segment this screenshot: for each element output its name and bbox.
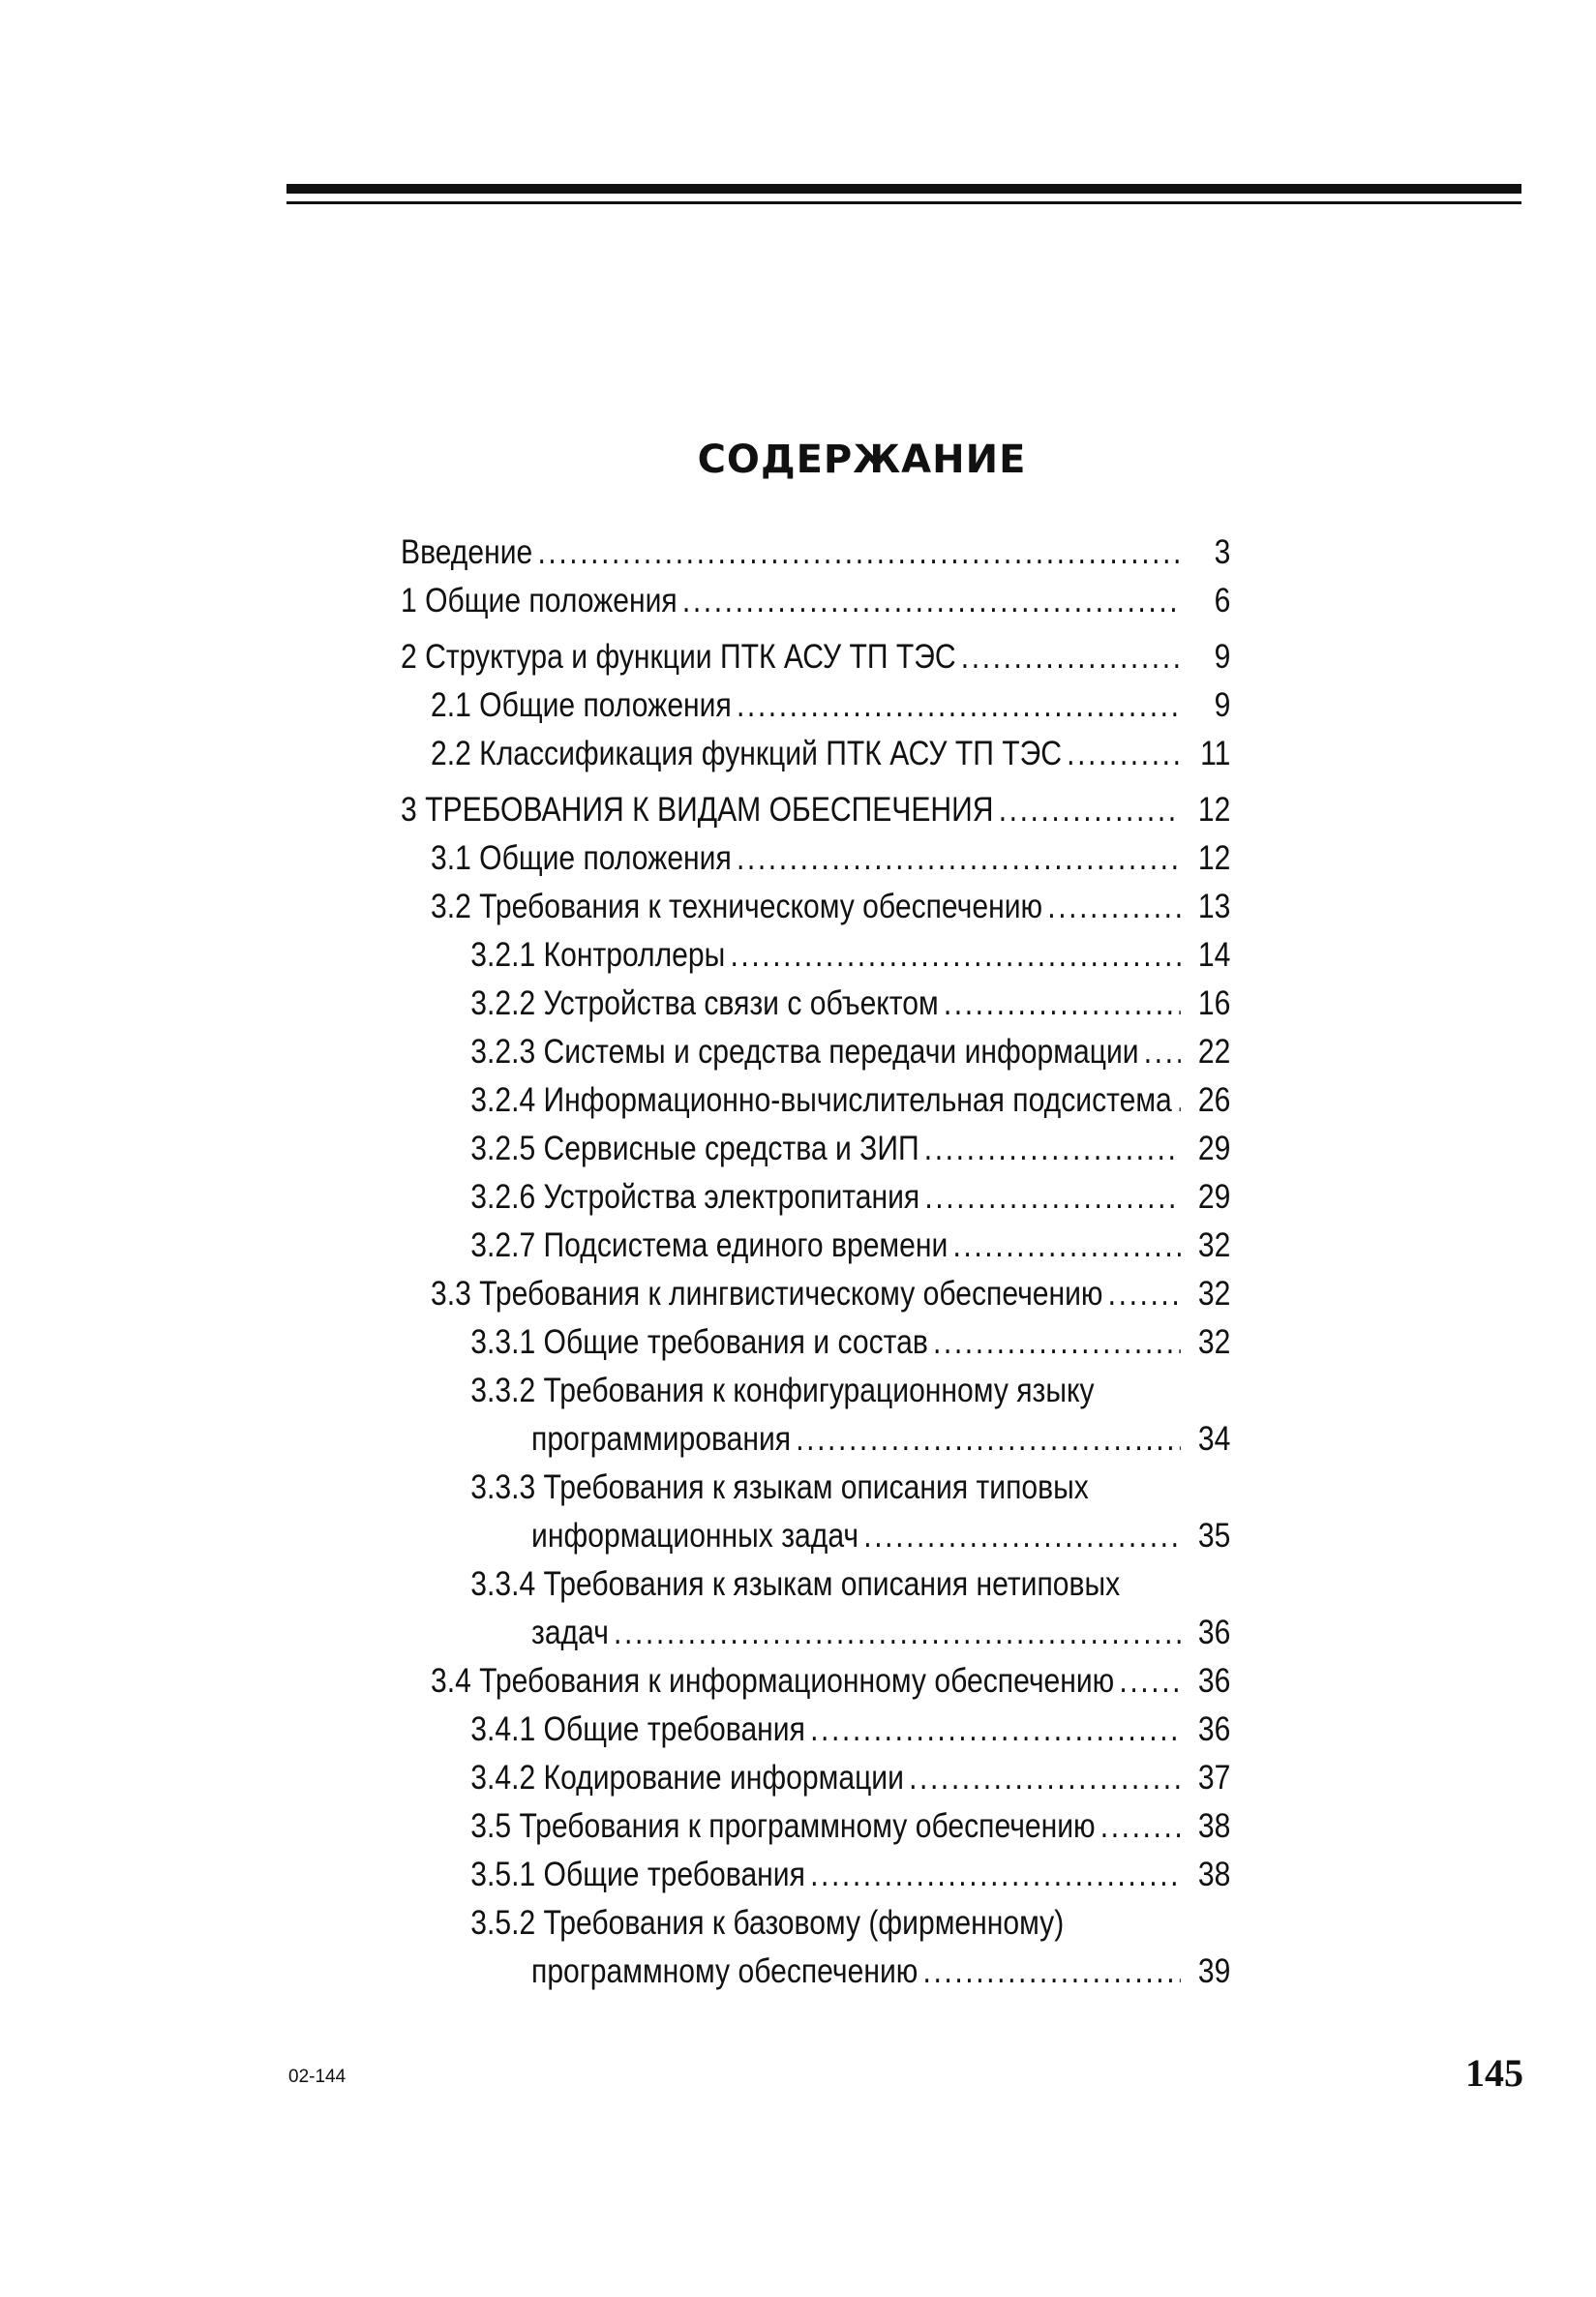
toc-entry-section-3-2-5[interactable] [401,1125,1230,1173]
dot-leader [682,577,1181,625]
toc-entry-label: 3.2.6 Устройства электропитания [470,1178,920,1216]
toc-entry-page: 37 [1197,1759,1231,1797]
toc-entry-page: 26 [1197,1081,1231,1119]
dot-leader [909,1754,1181,1802]
toc-block-intro [401,529,1230,625]
toc-block-section-2 [401,633,1230,778]
toc-entry-section-3-1[interactable] [401,834,1230,883]
toc-entry-general-provisions[interactable] [401,577,1230,625]
dot-leader [537,529,1180,577]
toc-entry-section-2-2[interactable] [401,730,1230,778]
toc-entry-label: 1 Общие положения [401,582,678,620]
toc-entry-section-3-3-3-heading[interactable]: 3.3.3 Требования к языкам описания типовых [470,1468,1089,1506]
toc-entry-page: 32 [1197,1275,1231,1313]
toc-entry-page: 35 [1197,1517,1231,1555]
toc-entry-page: 22 [1197,1033,1231,1071]
dot-leader [1144,1028,1181,1076]
toc-entry-section-3-2-1[interactable] [401,931,1230,980]
toc-entry-section-3-3-2[interactable] [401,1415,1230,1464]
dot-leader [944,980,1181,1028]
toc-entry-page: 3 [1214,533,1231,571]
toc-entry-section-3-5[interactable] [401,1802,1230,1851]
toc-entry-label: 3.5 Требования к программному обеспечению [470,1807,1096,1845]
toc-entry-section-3-3-1[interactable] [401,1318,1230,1367]
toc-entry-label: программному обеспечению [531,1952,918,1990]
dot-leader [999,786,1181,834]
toc-entry-section-3-4-1[interactable] [401,1706,1230,1754]
toc-entry-section-3[interactable] [401,786,1230,834]
toc-entry-label: 3.2.7 Подсистема единого времени [470,1226,949,1264]
dot-leader [1177,1076,1181,1125]
dot-leader [810,1706,1181,1754]
dot-leader [924,1125,1181,1173]
toc-entry-label: 3.3.1 Общие требования и состав [470,1323,928,1361]
toc-entry-label: 2 Структура и функции ПТК АСУ ТП ТЭС [401,638,956,676]
toc-entry-section-3-5-2-heading[interactable]: 3.5.2 Требования к базовому (фирменному) [470,1904,1065,1942]
toc-entry-label: 3.3 Требования к лингвистическому обеспечению [430,1275,1103,1313]
toc-entry-label: 3.4 Требования к информационному обеспечению [430,1662,1115,1700]
toc-entry-label: 3.4.2 Кодирование информации [470,1759,904,1797]
toc-entry-section-3-2-6[interactable] [401,1173,1230,1222]
toc-entry-section-3-4-2[interactable] [401,1754,1230,1802]
dot-leader [1119,1657,1180,1706]
toc-entry-label: программирования [531,1420,792,1458]
toc-entry-section-2-1[interactable] [401,681,1230,730]
dot-leader [737,834,1181,883]
toc-entry-label: 3.4.1 Общие требования [470,1710,805,1748]
toc-entry-introduction[interactable] [401,529,1230,577]
dot-leader [1047,883,1181,931]
toc-entry-page: 12 [1197,839,1231,877]
toc-entry-label: 2.2 Классификация функций ПТК АСУ ТП ТЭС [430,735,1062,772]
toc-entry-label: 3.2.5 Сервисные средства и ЗИП [470,1130,919,1167]
dot-leader [730,931,1180,980]
dot-leader [796,1415,1181,1464]
toc-entry-section-3-3-4[interactable] [401,1609,1230,1657]
toc-entry-label: 3.2 Требования к техническому обеспечению [430,888,1043,925]
toc-entry-label: информационных задач [531,1517,859,1555]
toc-entry-page: 32 [1197,1226,1231,1264]
toc-entry-section-3-2-3[interactable] [401,1028,1230,1076]
dot-leader [863,1512,1181,1560]
toc-entry-page: 11 [1200,735,1231,772]
toc-entry-page: 9 [1214,686,1231,724]
dot-leader [923,1948,1181,1996]
dot-leader [1100,1802,1181,1851]
toc-entry-page: 16 [1197,984,1231,1022]
toc-entry-section-3-2-7[interactable] [401,1222,1230,1270]
toc-entry-label: 3.2.2 Устройства связи с объектом [470,984,939,1022]
toc-entry-page: 38 [1197,1856,1231,1893]
page-number: 145 [1465,2051,1523,2095]
toc-entry-section-3-5-1[interactable] [401,1851,1230,1899]
toc-entry-page: 38 [1197,1807,1231,1845]
dot-leader [961,633,1181,681]
toc-entry-page: 9 [1214,638,1231,676]
toc-entry-page: 29 [1197,1130,1231,1167]
table-of-contents [401,529,1230,2004]
dot-leader [952,1222,1180,1270]
toc-entry-label: 3.2.1 Контроллеры [470,936,726,974]
toc-entry-label: 3.1 Общие положения [430,839,732,877]
dot-leader [924,1173,1180,1222]
dot-leader [810,1851,1181,1899]
toc-entry-page: 13 [1197,888,1231,925]
dot-leader [1067,730,1181,778]
toc-entry-section-2[interactable] [401,633,1230,681]
toc-entry-section-3-5-2[interactable] [401,1948,1230,1996]
toc-entry-page: 34 [1197,1420,1231,1458]
toc-entry-page: 36 [1197,1614,1231,1651]
dot-leader [614,1609,1181,1657]
toc-entry-section-3-2-2[interactable] [401,980,1230,1028]
dot-leader [933,1318,1181,1367]
toc-entry-section-3-3-2-heading[interactable]: 3.3.2 Требования к конфигурационному языку [470,1372,1095,1409]
toc-block-section-3 [401,786,1230,1996]
toc-entry-label: 2.1 Общие положения [430,686,732,724]
header-rule-thin [286,201,1521,204]
toc-entry-label: Введение [401,533,533,571]
header-rule-thick [286,184,1521,194]
toc-entry-label: 3.2.4 Информационно-вычислительная подсистема [470,1081,1172,1119]
toc-entry-section-3-2-4[interactable] [401,1076,1230,1125]
toc-entry-section-3-4[interactable] [401,1657,1230,1706]
dot-leader [737,681,1181,730]
toc-entry-label: 3.5.1 Общие требования [470,1856,805,1893]
toc-entry-page: 6 [1214,582,1231,620]
toc-entry-section-3-2[interactable] [401,883,1230,931]
toc-entry-section-3-3-3[interactable] [401,1512,1230,1560]
dot-leader [1108,1270,1181,1318]
page-title: СОДЕРЖАНИЕ [697,438,1027,482]
toc-entry-page: 32 [1197,1323,1231,1361]
toc-entry-page: 39 [1197,1952,1231,1990]
toc-entry-label: задач [531,1614,609,1651]
toc-entry-page: 12 [1197,791,1231,829]
toc-entry-page: 36 [1197,1662,1231,1700]
toc-entry-section-3-3-4-heading[interactable]: 3.3.4 Требования к языкам описания нетиповых [470,1565,1121,1603]
toc-entry-label: 3.2.3 Системы и средства передачи информации [470,1033,1139,1071]
document-code: 02-144 [288,2067,346,2087]
toc-entry-page: 14 [1197,936,1231,974]
toc-entry-label: 3 ТРЕБОВАНИЯ К ВИДАМ ОБЕСПЕЧЕНИЯ [401,791,994,829]
toc-entry-section-3-3[interactable] [401,1270,1230,1318]
toc-entry-page: 29 [1197,1178,1231,1216]
toc-entry-page: 36 [1197,1710,1231,1748]
